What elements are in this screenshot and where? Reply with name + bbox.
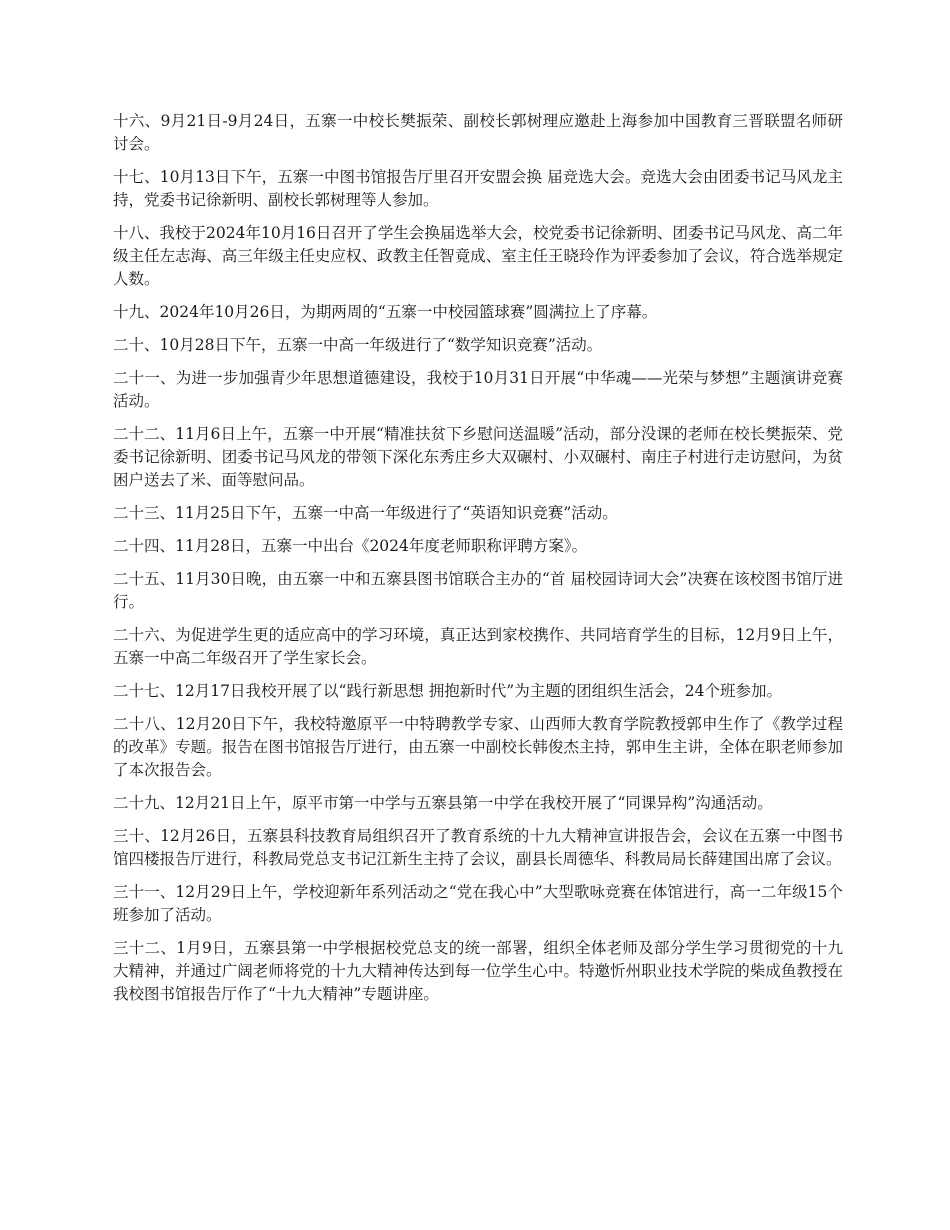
paragraph-18: 十八、我校于2024年10月16日召开了学生会换届选举大会，校党委书记徐新明、团委书记马风龙、高二年级主任左志海、高三年级主任史应权、政教主任智竟成、室主任王晓玲作为评委参加了会议，符合选举规定人数。	[113, 224, 843, 288]
paragraph-24: 二十四、11月28日，五寨一中出台《2024年度老师职称评聘方案》。	[113, 537, 588, 555]
document-body	[113, 110, 843, 1016]
paragraph-21: 二十一、为进一步加强青少年思想道德建设，我校于10月31日开展“中华魂——光荣与梦想”主题演讲竞赛活动。	[113, 369, 843, 410]
paragraph-22: 二十二、11月6日上午，五寨一中开展“精准扶贫下乡慰问送温暖”活动，部分没课的老师在校长樊振荣、党委书记徐新明、团委书记马风龙的带领下深化东秀庄乡大双碾村、小双碾村、南庄子村进行走访慰问，为贫困户送去了米、面等慰问品。	[113, 425, 843, 489]
paragraph-28: 二十八、12月20日下午，我校特邀原平一中特聘教学专家、山西师大教育学院教授郭申生作了《教学过程的改革》专题。报告在图书馆报告厅进行，由五寨一中副校长韩俊杰主持，郭申生主讲，全体在职老师参加了本次报告会。	[113, 715, 843, 779]
paragraph-27: 二十七、12月17日我校开展了以“践行新思想 拥抱新时代”为主题的团组织生活会，24个班参加。	[113, 682, 782, 700]
paragraph-32: 三十二、1月9日，五寨县第一中学根据校党总支的统一部署，组织全体老师及部分学生学习贯彻党的十九大精神，并通过广阔老师将党的十九大精神传达到每一位学生心中。特邀忻州职业技术学院的柴成鱼教授在我校图书馆报告厅作了“十九大精神”专题讲座。	[113, 939, 843, 1003]
paragraph-20: 二十、10月28日下午，五寨一中高一年级进行了“数学知识竞赛”活动。	[113, 336, 603, 354]
paragraph-19: 十九、2024年10月26日，为期两周的“五寨一中校园篮球赛”圆满拉上了序幕。	[113, 303, 658, 321]
paragraph-26: 二十六、为促进学生更的适应高中的学习环境，真正达到家校携作、共同培育学生的目标，12月9日上午，五寨一中高二年级召开了学生家长会。	[113, 626, 843, 667]
paragraph-30: 三十、12月26日，五寨县科技教育局组织召开了教育系统的十九大精神宣讲报告会，会议在五寨一中图书馆四楼报告厅进行，科教局党总支书记江新生主持了会议，副县长周德华、科教局局长薛建国出席了会议。	[113, 827, 843, 868]
paragraph-29: 二十九、12月21日上午，原平市第一中学与五寨县第一中学在我校开展了“同课异构”沟通活动。	[113, 794, 773, 812]
paragraph-25: 二十五、11月30日晚，由五寨一中和五寨县图书馆联合主办的“首 届校园诗词大会”决赛在该校图书馆厅进行。	[113, 570, 843, 611]
paragraph-17: 十七、10月13日下午，五寨一中图书馆报告厅里召开安盟会换 届竞选大会。竞选大会由团委书记马风龙主持，党委书记徐新明、副校长郭树理等人参加。	[113, 168, 843, 209]
paragraph-23: 二十三、11月25日下午，五寨一中高一年级进行了“英语知识竞赛”活动。	[113, 504, 618, 522]
paragraph-31: 三十一、12月29日上午，学校迎新年系列活动之“党在我心中”大型歌咏竞赛在体馆进行，高一二年级15个班参加了活动。	[113, 883, 843, 924]
paragraph-16: 十六、9月21日-9月24日，五寨一中校长樊振荣、副校长郭树理应邀赴上海参加中国教育三晋联盟名师研讨会。	[113, 112, 843, 153]
